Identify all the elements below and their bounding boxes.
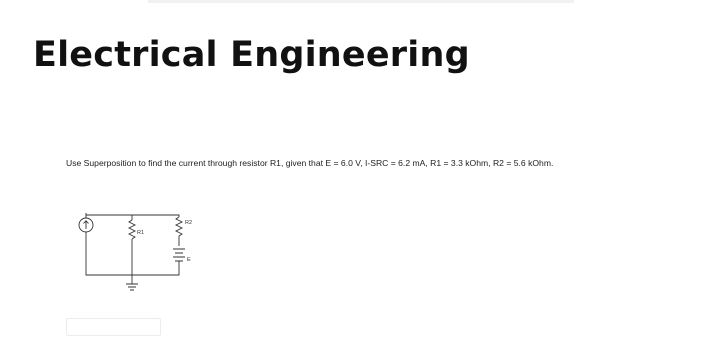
r2-resistor-symbol — [176, 217, 182, 246]
battery-symbol — [173, 249, 185, 261]
r2-label: R2 — [185, 220, 193, 226]
page-title: Electrical Engineering — [33, 35, 470, 75]
top-divider — [148, 0, 574, 3]
circuit-diagram — [66, 205, 206, 295]
ground-symbol — [126, 284, 138, 290]
r1-label: R1 — [137, 230, 145, 236]
top-wire — [86, 215, 179, 218]
question-text: Use Superposition to find the current through resistor R1, given that E = 6.0 V, I-SRC = 6.2 mA, R1 = 3.3 kOhm, R2 = 5.6 kOhm. — [66, 158, 554, 168]
r1-resistor-symbol — [129, 220, 135, 239]
answer-input[interactable] — [66, 318, 161, 336]
battery-label: E — [187, 257, 191, 263]
current-arrow-icon — [84, 221, 89, 229]
